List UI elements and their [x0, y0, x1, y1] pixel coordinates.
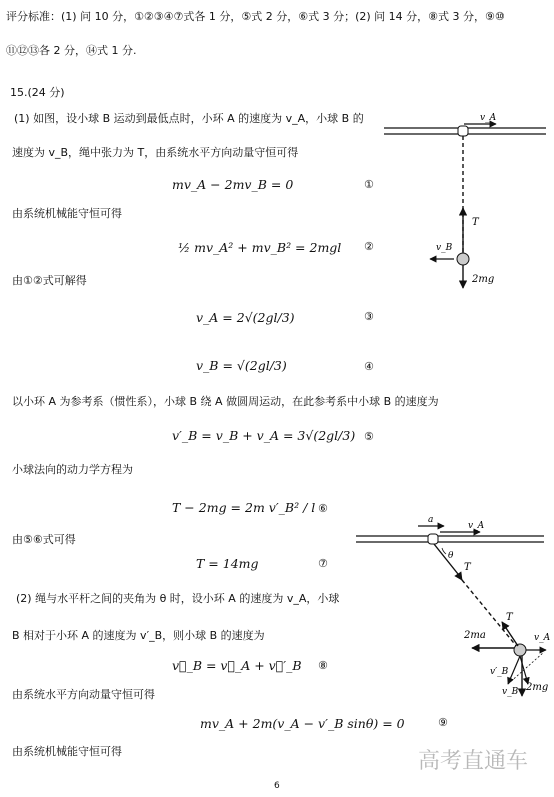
watermark: 高考直通车	[418, 749, 529, 774]
equation-number-7: ⑦	[318, 557, 328, 570]
label2-va: v_A	[468, 521, 485, 531]
equation-7: T = 14mg	[196, 556, 259, 571]
ball2-b	[514, 644, 526, 656]
label-2mg: 2mg	[472, 274, 495, 285]
label-vb-prime: v′_B	[490, 667, 509, 677]
tension2-arrow-ball	[502, 622, 518, 646]
part1-intro-b: 速度为 v_B，绳中张力为 T，由系统水平方向动量守恒可得	[12, 146, 299, 159]
equation-number-4: ④	[364, 360, 374, 373]
theta-arc	[442, 548, 446, 554]
equation-6: T − 2mg = 2m v′_B² / l	[172, 500, 316, 515]
label2-va-ball: v_A	[534, 633, 550, 643]
string2-solid	[434, 544, 458, 574]
tension2-arrow-top	[458, 574, 462, 580]
text-momentum-conservation: 由系统水平方向动量守恒可得	[12, 688, 155, 701]
equation-1: mv_A − 2mv_B = 0	[172, 177, 294, 192]
velocity-vb-prime-arrow	[508, 656, 520, 684]
scoring-line-2: ⑪⑫⑬各 2 分，⑭式 1 分.	[6, 44, 137, 57]
figure-2-diagram	[356, 512, 550, 702]
part2-intro-b: B 相对于小环 A 的速度为 v′_B，则小球 B 的速度为	[12, 629, 265, 642]
figure-1-diagram	[384, 108, 548, 294]
equation-number-6: ⑥	[318, 502, 328, 515]
part2-intro-a: (2) 绳与水平杆之间的夹角为 θ 时，设小环 A 的速度为 v_A，小球	[16, 592, 340, 605]
ring-a	[458, 126, 468, 136]
label-vb: v_B	[436, 243, 453, 253]
label2-t: T	[464, 562, 471, 573]
equation-number-3: ③	[364, 310, 374, 323]
parallelogram-dotted	[508, 652, 544, 684]
equation-number-5: ⑤	[364, 430, 374, 443]
equation-number-2: ②	[364, 240, 374, 253]
equation-5: v′_B = v_B + v_A = 3√(2gl/3)	[172, 428, 356, 443]
label2-vb: v_B	[502, 687, 519, 697]
text-reference-frame: 以小环 A 为参考系（惯性系），小球 B 绕 A 做圆周运动，在此参考系中小球 B 的速度为	[12, 395, 439, 408]
equation-3: v_A = 2√(2gl/3)	[196, 310, 295, 325]
label2-t2: T	[506, 612, 513, 623]
problem-header: 15.(24 分)	[10, 86, 65, 99]
text-energy-conservation-2: 由系统机械能守恒可得	[12, 745, 122, 758]
page-number: 6	[274, 781, 280, 791]
label-theta: θ	[448, 551, 454, 561]
equation-9: mv_A + 2m(v_A − v′_B sinθ) = 0	[200, 716, 405, 731]
text-from-5-6: 由⑤⑥式可得	[12, 533, 76, 546]
text-dynamics: 小球法向的动力学方程为	[12, 463, 133, 476]
part1-intro-a: (1) 如图，设小球 B 运动到最低点时，小环 A 的速度为 v_A，小球 B 的	[14, 112, 364, 125]
label-va: v_A	[480, 113, 497, 123]
equation-number-9: ⑨	[438, 716, 448, 729]
ball-b	[457, 253, 469, 265]
equation-number-8: ⑧	[318, 659, 328, 672]
text-solve: 由①②式可解得	[12, 274, 87, 287]
scoring-line-1: 评分标准：(1) 问 10 分，①②③④⑦式各 1 分，⑤式 2 分，⑥式 3 分；(2) 问 14 分，⑧式 3 分，⑨⑩	[6, 10, 505, 23]
label2-2mg: 2mg	[526, 682, 549, 693]
text-energy-conservation: 由系统机械能守恒可得	[12, 207, 122, 220]
label-2ma: 2ma	[464, 630, 486, 641]
equation-4: v_B = √(2gl/3)	[196, 358, 287, 373]
label-a: a	[428, 515, 434, 525]
velocity2-vb-arrow	[520, 656, 528, 684]
label-t: T	[472, 217, 479, 228]
equation-number-1: ①	[364, 178, 374, 191]
equation-2: ½ mv_A² + mv_B² = 2mgl	[178, 240, 342, 255]
equation-8: v⃗_B = v⃗_A + v⃗′_B	[172, 658, 302, 673]
ring2-a	[428, 534, 438, 544]
